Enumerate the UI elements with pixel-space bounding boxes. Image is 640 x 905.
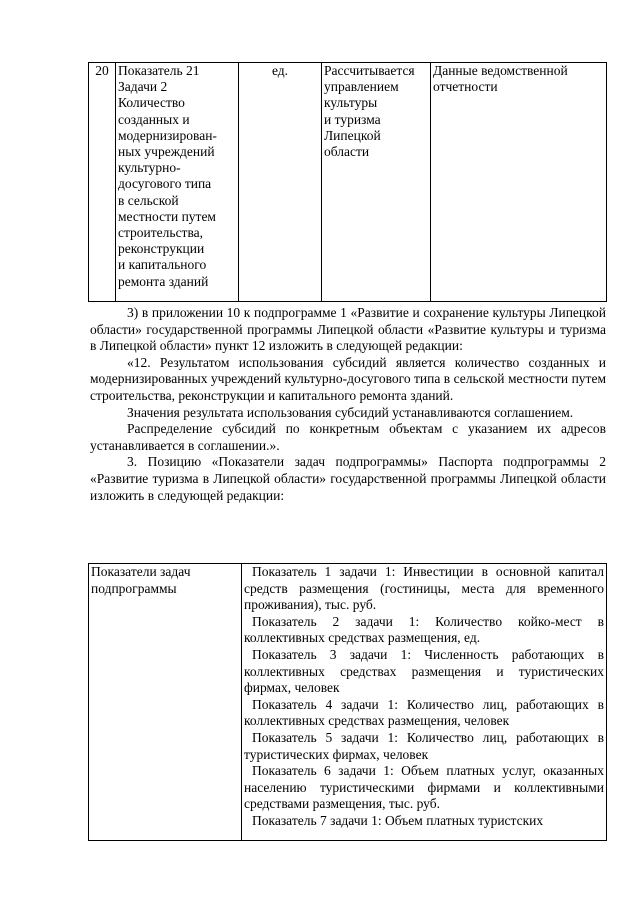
indicator-item-4: Показатель 4 задачи 1: Количество лиц, работающих в коллективных средствах размещения, человек xyxy=(244,696,604,729)
indicators-label-cell: Показатели задач подпрограммы xyxy=(89,564,242,841)
indicator-item-7: Показатель 7 задачи 1: Объем платных туристских xyxy=(252,812,544,828)
table-row xyxy=(89,564,607,841)
table-row xyxy=(89,63,607,302)
paragraph-distribution: Распределение субсидий по конкретным объектам с указанием их адресов устанавливается в соглашении.». xyxy=(90,421,606,453)
unit-cell: ед. xyxy=(239,63,322,302)
indicators-list-cell xyxy=(242,564,607,841)
source-cell: Данные ведомственной отчетности xyxy=(431,63,607,302)
indicator-item-3: Показатель 3 задачи 1: Численность работающих в коллективных средствах размещения и туристических фирмах, человек xyxy=(244,646,604,696)
amendment-text-block xyxy=(90,305,606,504)
indicator-item-2: Показатель 2 задачи 1: Количество койко-мест в коллективных средствах размещения, ед. xyxy=(244,613,604,646)
method-cell: Рассчитывается управлением культуры и туризма Липецкой области xyxy=(322,63,431,302)
paragraph-result-values: Значения результата использования субсидий устанавливаются соглашением. xyxy=(127,404,574,420)
row-number: 20 xyxy=(89,63,116,302)
paragraph-amendment-3: 3) в приложении 10 к подпрограмме 1 «Развитие и сохранение культуры Липецкой области» государственной программы Липецкой области «Развитие культуры и туризма в Липецкой области» пункт 12 изложить в следующей редакции: xyxy=(90,305,606,354)
indicator-item-5: Показатель 5 задачи 1: Количество лиц, работающих в туристических фирмах, человек xyxy=(244,729,604,762)
indicator-name-cell: Показатель 21 Задачи 2 Количество созданных и модернизирован- ных учреждений культурно- досугового типа в сельской местности путем строительства, реконструкции и капитального ремонта зданий xyxy=(116,63,239,302)
paragraph-position-3: 3. Позицию «Показатели задач подпрограммы» Паспорта подпрограммы 2 «Развитие туризма в Липецкой области» государственной программы Липецкой области изложить в следующей редакции: xyxy=(90,454,606,503)
paragraph-item-12: «12. Результатом использования субсидий является количество созданных и модернизированных учреждений культурно-досугового типа в сельской местности путем строительства, реконструкции и капитального ремонта зданий. xyxy=(90,354,606,403)
indicator-item-6: Показатель 6 задачи 1: Объем платных услуг, оказанных населению туристическими фирмами и коллективными средствами размещения, тыс. руб. xyxy=(244,763,604,812)
indicators-table-top xyxy=(88,62,607,302)
indicator-item-1: Показатель 1 задачи 1: Инвестиции в основной капитал средств размещения (гостиницы, места для временного проживания), тыс. руб. xyxy=(244,564,604,613)
subprogram-indicators-table xyxy=(88,563,607,841)
